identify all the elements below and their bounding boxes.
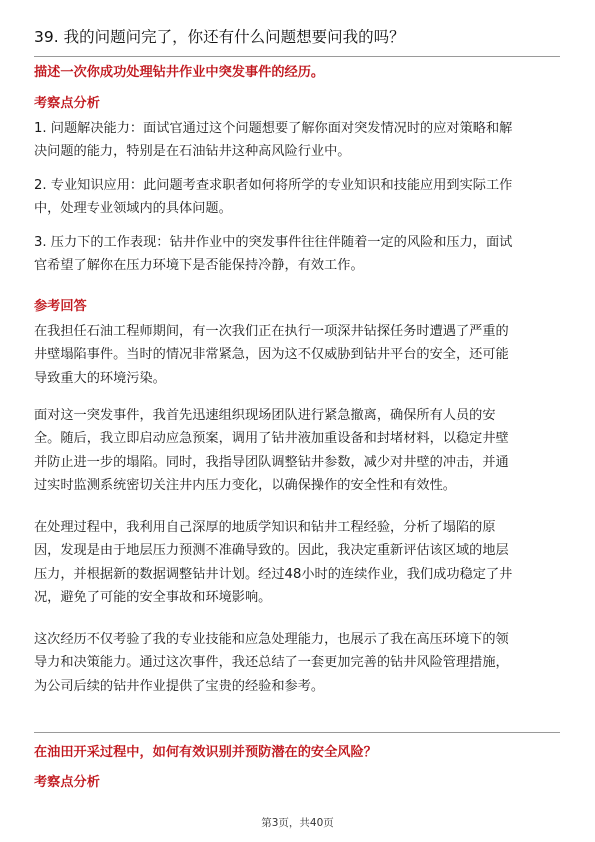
text-line: 官希望了解你在压力环境下是否能保持冷静，有效工作。 [34, 258, 364, 274]
text-line: 中，处理专业领域内的具体问题。 [34, 201, 232, 217]
scenario-question: 描述一次你成功处理钻井作业中突发事件的经历。 [34, 65, 325, 80]
text-line: 1. 问题解决能力：面试官通过这个问题想要了解你面对突发情况时的应对策略和解 [34, 121, 513, 136]
divider [34, 56, 560, 57]
text-line: 这次经历不仅考验了我的专业技能和应急处理能力，也展示了我在高压环境下的领 [34, 632, 509, 647]
text-line: 面对这一突发事件，我首先迅速组织现场团队进行紧急撤离，确保所有人员的安 [34, 408, 496, 423]
text-line: 况，避免了可能的安全事故和环境影响。 [34, 589, 272, 605]
text-line: 在我担任石油工程师期间，有一次我们正在执行一项深井钻探任务时遭遇了严重的 [34, 324, 509, 339]
analysis-point-1 [34, 117, 560, 164]
text-line: 导力和决策能力。通过这次事件，我还总结了一套更加完善的钻井风险管理措施， [34, 655, 509, 671]
text-line: 决问题的能力，特别是在石油钻井这种高风险行业中。 [34, 144, 351, 160]
next-analysis-heading: 考察点分析 [34, 775, 100, 790]
answer-heading: 参考回答 [34, 299, 87, 314]
analysis-point-3 [34, 231, 560, 278]
question-title: 39. 我的问题问完了，你还有什么问题想要问我的吗？ [34, 28, 405, 46]
answer-paragraph-3 [34, 516, 560, 609]
answer-paragraph-1 [34, 320, 560, 390]
next-question: 在油田开采过程中，如何有效识别并预防潜在的安全风险？ [34, 745, 377, 760]
text-line: 压力，并根据新的数据调整钻井计划。经过48小时的连续作业，我们成功稳定了井 [34, 566, 513, 582]
text-line: 因，发现是由于地层压力预测不准确导致的。因此，我决定重新评估该区域的地层 [34, 543, 509, 559]
text-line: 过实时监测系统密切关注井内压力变化，以确保操作的安全性和有效性。 [34, 477, 456, 493]
answer-paragraph-2 [34, 404, 560, 497]
divider [34, 732, 560, 733]
text-line: 在处理过程中，我利用自己深厚的地质学知识和钻井工程经验，分析了塌陷的原 [34, 520, 496, 535]
text-line: 并防止进一步的塌陷。同时，我指导团队调整钻井参数，减少对井壁的冲击，并通 [34, 454, 509, 470]
analysis-point-2 [34, 174, 560, 221]
text-line: 为公司后续的钻井作业提供了宝贵的经验和参考。 [34, 678, 325, 694]
text-line: 全。随后，我立即启动应急预案，调用了钻井液加重设备和封堵材料，以稳定井壁 [34, 431, 509, 447]
text-line: 导致重大的环境污染。 [34, 370, 166, 386]
analysis-heading: 考察点分析 [34, 96, 100, 111]
answer-paragraph-4 [34, 628, 560, 698]
text-line: 2. 专业知识应用：此问题考查求职者如何将所学的专业知识和技能应用到实际工作 [34, 178, 513, 193]
text-line: 3. 压力下的工作表现：钻井作业中的突发事件往往伴随着一定的风险和压力，面试 [34, 235, 513, 250]
page-footer: 第3页，共40页 [261, 817, 334, 829]
text-line: 井壁塌陷事件。当时的情况非常紧急，因为这不仅威胁到钻井平台的安全，还可能 [34, 347, 509, 363]
